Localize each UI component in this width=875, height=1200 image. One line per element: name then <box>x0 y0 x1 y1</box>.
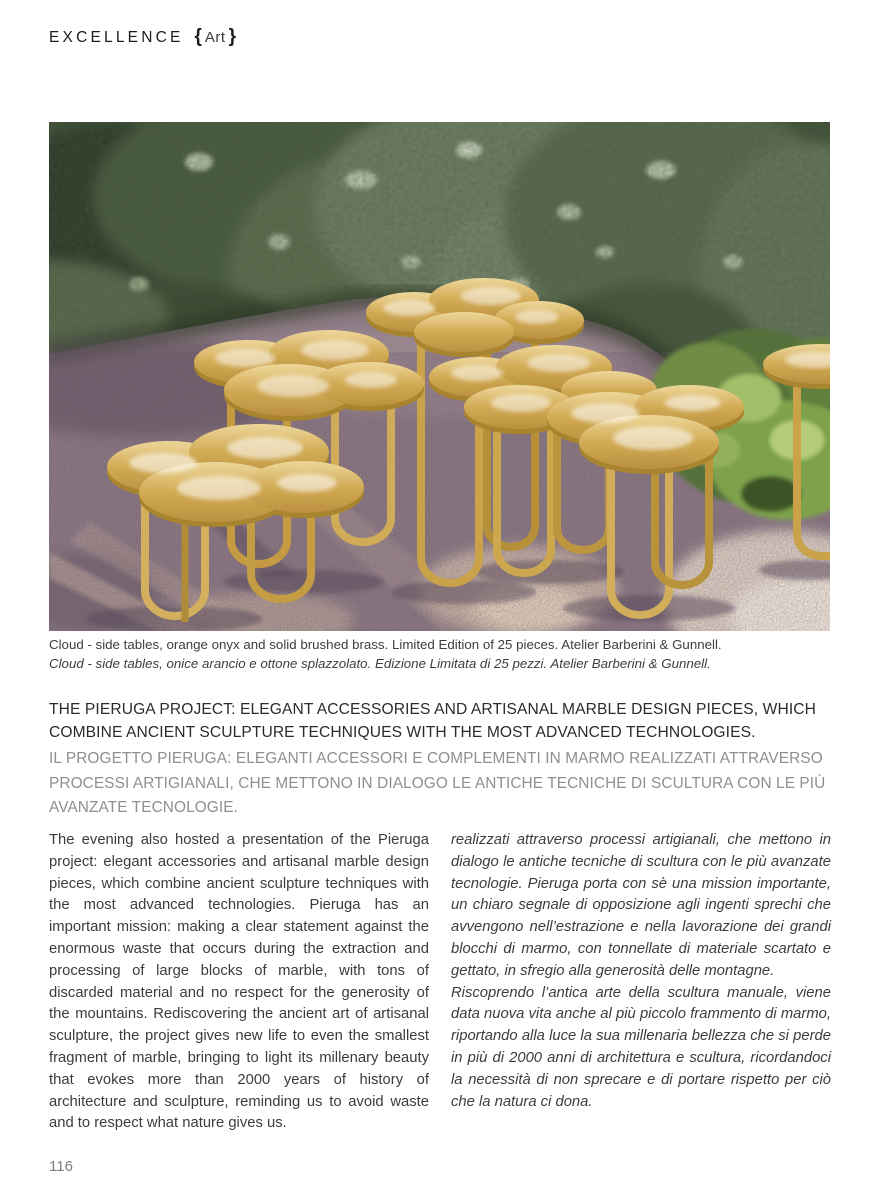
section-brace-close: } <box>228 26 236 47</box>
article-paragraph-italian-1: realizzati attraverso processi artigianali, che mettono in dialogo le antiche tecniche di scultura con le più avanzate tecnologie. Pieruga porta con sè una mission importante, un chiaro segnale di opposizione agli ingenti sprechi che avvengono nell’estrazione e nella lavorazione dei grandi blocchi di marmo, con tonnellate di materiale scartato e gettato, in sfregio alla generosità delle montagne. <box>451 832 831 979</box>
section-label: Art <box>204 29 226 46</box>
photo-caption-italian: Cloud - side tables, onice arancio e ottone splazzolato. Edizione Limitata di 25 pezzi. Atelier Barberini & Gunnell. <box>49 655 711 671</box>
masthead <box>49 26 239 48</box>
article-paragraph-italian-2: Riscoprendo l’antica arte della scultura manuale, viene data nuova vita anche al più piccolo frammento di marmo, riportando alla luce la sua millenaria bellezza che si perde in più di 2000 anni di architettura e scultura, ricordandoci la necessità di non sprecare e di portare rispetto per ciò che la natura ci dona. <box>451 984 831 1110</box>
article-body <box>49 830 831 1135</box>
photo-caption <box>49 636 830 673</box>
magazine-title: EXCELLENCE <box>49 29 184 46</box>
headline-italian: IL PROGETTO PIERUGA: ELEGANTI ACCESSORI E COMPLEMENTI IN MARMO REALIZZATI ATTRAVERSO PROCESSI ARTIGIANALI, CHE METTONO IN DIALOGO LE ANTICHE TECNICHE DI SCULTURA CON LE PIÙ AVANZATE TECNOLOGIE. <box>49 750 826 817</box>
page-number: 116 <box>49 1158 73 1175</box>
photo-caption-english: Cloud - side tables, orange onyx and solid brushed brass. Limited Edition of 25 pieces. Atelier Barberini & Gunnell. <box>49 637 722 652</box>
headline-english: THE PIERUGA PROJECT: ELEGANT ACCESSORIES AND ARTISANAL MARBLE DESIGN PIECES, WHICH COMBINE ANCIENT SCULPTURE TECHNIQUES WITH THE MOST ADVANCED TECHNOLOGIES. <box>49 701 816 741</box>
article-photo-illustration <box>49 122 830 631</box>
section-brace-open: { <box>194 26 202 47</box>
article-paragraph-english: The evening also hosted a presentation of the Pieruga project: elegant accessories and artisanal marble design pieces, which combine ancient sculpture techniques with the most advanced technologies. Pieruga has an important mission: making a clear statement against the enormous waste that occurs during the extraction and processing of large blocks of marble, with tons of discarded material and no respect for the generosity of the mountains. Rediscovering the ancient art of artisanal sculpture, the project gives new life to even the smallest fragment of marble, bringing to light its millenary beauty that evokes more than 2000 years of history of architecture and sculpture, reminding us to avoid waste and to respect what nature gives us. <box>49 832 429 1132</box>
article-column-italian <box>451 830 831 1135</box>
article-column-english <box>49 830 429 1135</box>
article-photo <box>49 122 830 631</box>
